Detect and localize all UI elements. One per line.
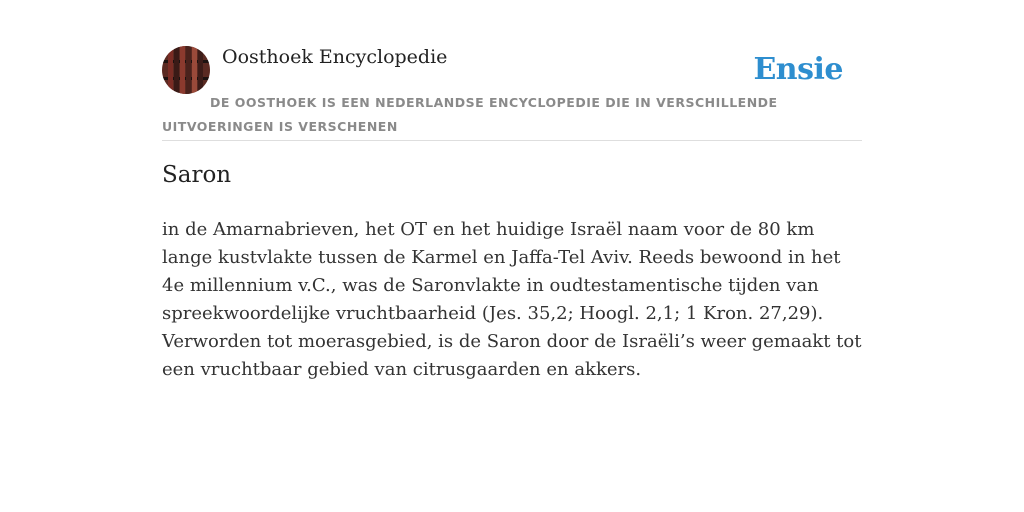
encyclopedia-books-icon[interactable] [162,46,210,94]
source-name-link[interactable]: Oosthoek Encyclopedie [222,46,448,68]
page-header [162,46,862,141]
source-tagline: DE OOSTHOEK IS EEN NEDERLANDSE ENCYCLOPEDIE DIE IN VERSCHILLENDE UITVOERINGEN IS VERSCHENEN [162,95,778,134]
brand-logo[interactable]: Ensie [753,52,843,87]
article-title: Saron [162,162,232,188]
article-body: in de Amarnabrieven, het OT en het huidige Israël naam voor de 80 km lange kustvlakte tussen de Karmel en Jaffa-Tel Aviv. Reeds bewoond in het 4e millennium v.C., was de Saronvlakte in oudtestamentische tijden van spreekwoordelijke vruchtbaarheid (Jes. 35,2; Hoogl. 2,1; 1 Kron. 27,29). Verworden tot moerasgebied, is de Saron door de Israëli’s weer gemaakt tot een vruchtbaar gebied van citrusgaarden en akkers. [162,219,862,380]
